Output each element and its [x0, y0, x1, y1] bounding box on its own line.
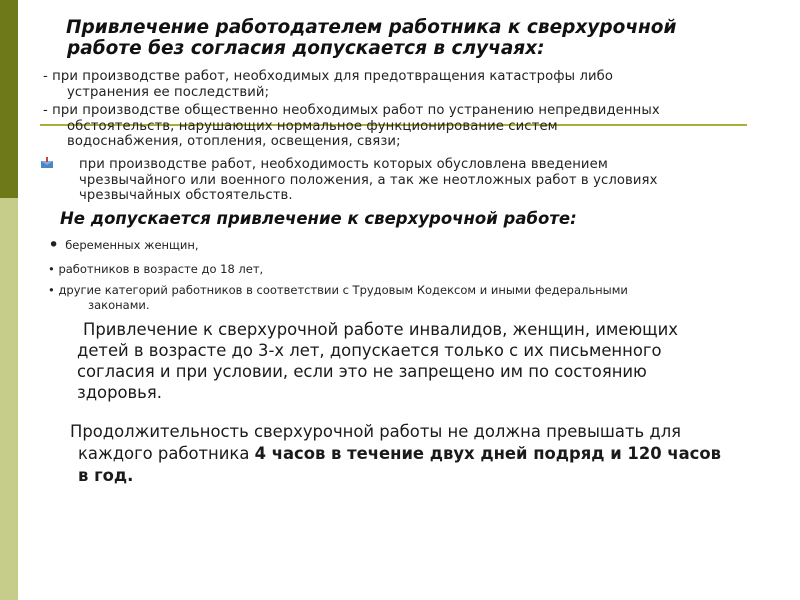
paragraph-duration: [64, 421, 754, 487]
case-3-line-2: чрезвычайного или военного положения, а так же неотложных работ в условиях: [79, 172, 658, 188]
slide-title: [66, 17, 766, 59]
case-item-2: [43, 103, 763, 150]
not-allowed-heading: Не допускается привлечение к сверхурочной работе:: [60, 209, 577, 228]
mail-icon: [40, 157, 54, 169]
case-1-line-1: - при производстве работ, необходимых для предотвращения катастрофы либо: [43, 69, 614, 84]
slide-sidebar: [0, 0, 18, 600]
case-1-line-2: устранения ее последствий;: [67, 84, 270, 100]
paragraph-1-line-1: Привлечение к сверхурочной работе инвалидов, женщин, имеющих: [83, 320, 678, 339]
not-allowed-item-1-text: беременных женщин,: [65, 238, 199, 252]
not-allowed-item-3-line-1: другие категорий работников в соответствии с Трудовым Кодексом и иными федеральными: [58, 283, 628, 297]
not-allowed-item-1: [48, 234, 199, 256]
paragraph-disabled-women: [77, 319, 750, 403]
not-allowed-item-3-line-2: законами.: [88, 297, 150, 312]
case-item-1: [43, 69, 763, 100]
bullet: •: [48, 262, 55, 276]
case-2-line-3: водоснабжения, отопления, освещения, связи;: [67, 134, 401, 149]
case-item-3: [79, 157, 769, 204]
title-line-2: работе без согласия допускается в случаях:: [67, 38, 545, 59]
bullet: •: [48, 283, 55, 297]
paragraph-2-line-2-plain: каждого работника: [78, 444, 255, 463]
paragraph-2-line-2: [64, 443, 754, 465]
paragraph-2-line-1: Продолжительность сверхурочной работы не должна превышать для: [70, 422, 682, 441]
bullet: •: [48, 234, 60, 256]
not-allowed-item-2: [48, 262, 263, 277]
not-allowed-item-3: [48, 283, 748, 312]
sidebar-dark-band: [0, 0, 18, 198]
paragraph-1-line-4: здоровья.: [77, 383, 162, 402]
title-line-1: Привлечение работодателем работника к сверхурочной: [66, 17, 677, 38]
paragraph-1-line-2: детей в возрасте до 3-х лет, допускается только с их письменного: [77, 341, 662, 360]
not-allowed-item-2-text: работников в возрасте до 18 лет,: [58, 262, 264, 276]
paragraph-2-line-3-bold: в год.: [78, 466, 134, 485]
paragraph-1-line-3: согласия и при условии, если это не запрещено им по состоянию: [77, 362, 647, 381]
case-2-line-1: - при производстве общественно необходимых работ по устранению непредвиденных: [43, 103, 660, 118]
case-3-line-3: чрезвычайных обстоятельств.: [79, 188, 293, 203]
paragraph-2-line-2-bold: 4 часов в течение двух дней подряд и 120 часов: [254, 444, 721, 463]
case-3-line-1: при производстве работ, необходимость которых обусловлена введением: [79, 157, 608, 172]
sidebar-light-band: [0, 198, 18, 600]
case-2-line-2: обстоятельств, нарушающих нормальное функционирование систем: [67, 118, 558, 134]
paragraph-2-line-3: [64, 465, 754, 487]
